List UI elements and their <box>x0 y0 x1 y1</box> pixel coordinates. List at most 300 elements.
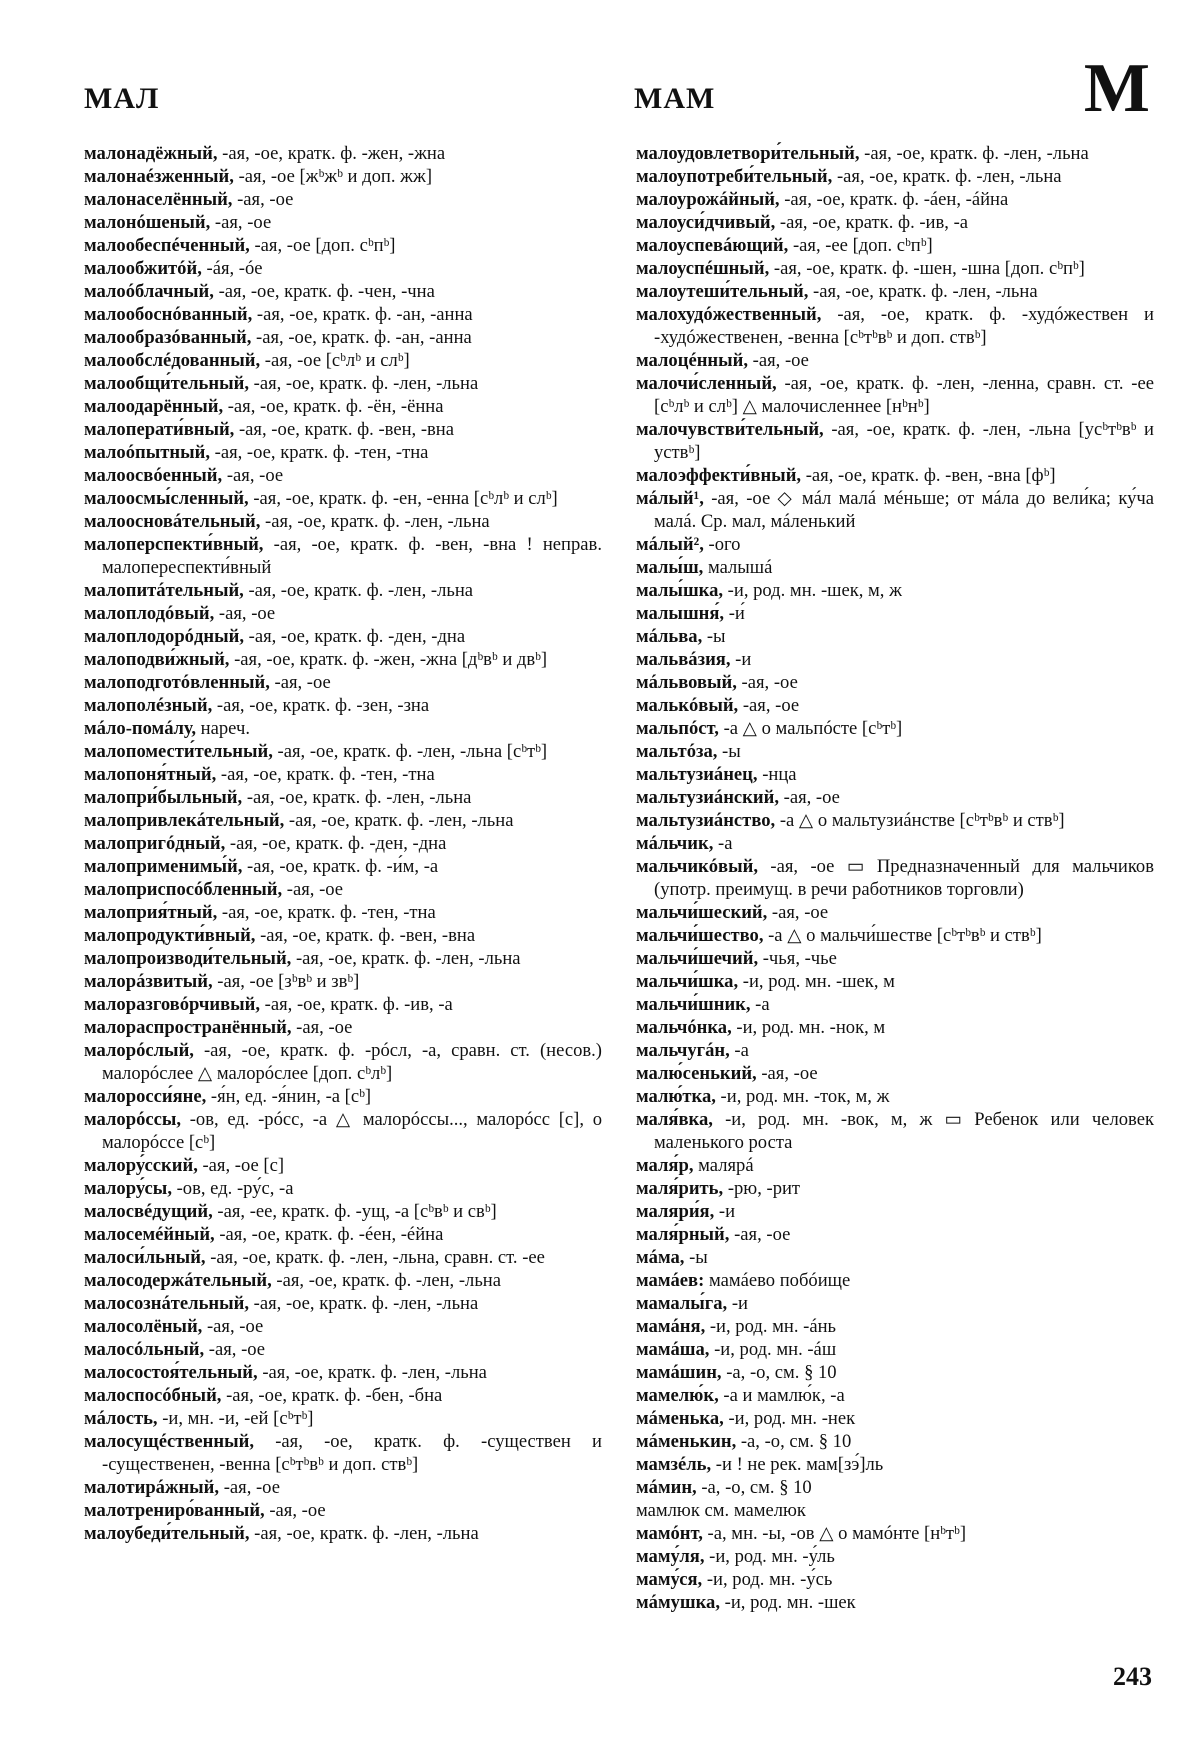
dictionary-entry <box>84 165 602 188</box>
entry-headword: маляри́я, <box>636 1201 715 1222</box>
dictionary-entry <box>84 1407 602 1430</box>
dictionary-entry <box>636 418 1154 464</box>
entry-definition: -ая, -ое, кратк. ф. -лен, -льна [усᵇтᵇвᵇ и уствᵇ] <box>654 419 1154 463</box>
entry-headword: малочувстви́тельный, <box>636 419 824 440</box>
entry-headword: малоосмы́сленный, <box>84 488 249 509</box>
entry-headword: малоприменимы́й, <box>84 856 243 877</box>
entry-definition: -и ! не рек. мам[зэ́]ль <box>711 1454 884 1475</box>
entry-definition: -и, мн. -и, -ей [сᵇтᵇ] <box>157 1408 314 1429</box>
entry-headword: мальтóза, <box>636 741 718 762</box>
entry-headword: малопроизводи́тельный, <box>84 948 292 969</box>
dictionary-entry <box>84 1177 602 1200</box>
entry-headword: малоподготóвленный, <box>84 672 270 693</box>
entry-definition: -ая, -ое, кратк. ф. -худóжествен и -худóжественен, -венна [сᵇтᵇвᵇ и доп. ствᵇ] <box>654 304 1154 348</box>
entry-definition: мамлюк см. мамелюк <box>636 1500 806 1521</box>
dictionary-entry <box>84 1154 602 1177</box>
dictionary-entry <box>84 280 602 303</box>
dictionary-entry <box>636 809 1154 832</box>
dictionary-entry <box>636 602 1154 625</box>
dictionary-entry <box>84 855 602 878</box>
dictionary-entry <box>636 1108 1154 1154</box>
dictionary-entry <box>84 303 602 326</box>
entry-definition: -ая, -ое, кратк. ф. -вен, -вна <box>234 419 454 440</box>
entry-definition: мамáево побóище <box>704 1270 851 1291</box>
dictionary-entry <box>84 878 602 901</box>
entry-definition: -я́н, ед. -я́нин, -а [сᵇ] <box>206 1086 372 1107</box>
entry-definition: -ая, -ое <box>282 879 344 900</box>
dictionary-entry <box>636 372 1154 418</box>
entry-headword: малькóвый, <box>636 695 739 716</box>
entry-definition: -и, род. мн. -шек, м <box>738 971 895 992</box>
dictionary-entry <box>636 1407 1154 1430</box>
entry-definition: -а △ о мальтузиáнстве [сᵇтᵇвᵇ и ствᵇ] <box>775 810 1065 831</box>
dictionary-entry <box>636 970 1154 993</box>
entry-headword: мальчи́шество, <box>636 925 764 946</box>
entry-headword: малышня́, <box>636 603 725 624</box>
entry-headword: мáло-помáлу, <box>84 718 197 739</box>
entry-definition: -ая, -ое, кратк. ф. -ен, -енна [сᵇлᵇ и слᵇ] <box>248 488 558 509</box>
dictionary-entry <box>636 556 1154 579</box>
entry-definition: -ы <box>717 741 741 762</box>
entry-headword: малоупотреби́тельный, <box>636 166 833 187</box>
dictionary-entry <box>636 924 1154 947</box>
entry-headword: мáменька, <box>636 1408 724 1429</box>
entry-definition: -ая, -ое, кратк. ф. -лен, -льна <box>260 511 490 532</box>
entry-definition: -ая, -ое, кратк. ф. -лен, -льна <box>271 1270 502 1291</box>
entry-headword: малообеспéченный, <box>84 235 250 256</box>
entry-definition: -ая, -ое <box>210 212 272 233</box>
entry-headword: мамзéль, <box>636 1454 712 1475</box>
entry-headword: малорóссы, <box>84 1109 182 1130</box>
entry-definition: -и, род. мн. -áнь <box>705 1316 837 1337</box>
entry-headword: малоспосóбный, <box>84 1385 222 1406</box>
entry-headword: малопоня́тный, <box>84 764 217 785</box>
entry-headword: мамелю́к, <box>636 1385 719 1406</box>
dictionary-entry <box>84 694 602 717</box>
entry-definition: -ая, -ое [с] <box>197 1155 285 1176</box>
dictionary-entry <box>84 1016 602 1039</box>
dictionary-entry <box>84 786 602 809</box>
entry-definition: -ая, -ое, кратк. ф. -лен, -льна <box>248 373 479 394</box>
dictionary-entry <box>84 372 602 395</box>
entry-headword: малоурожáйный, <box>636 189 780 210</box>
entry-headword: малоодарённый, <box>84 396 224 417</box>
entry-headword: малоосновáтельный, <box>84 511 261 532</box>
dictionary-entry <box>84 1361 602 1384</box>
dictionary-entry <box>84 832 602 855</box>
entry-headword: маля́вка, <box>636 1109 713 1130</box>
entry-headword: малообразóванный, <box>84 327 252 348</box>
dictionary-entry <box>636 1361 1154 1384</box>
dictionary-entry <box>636 188 1154 211</box>
entry-headword: малообслéдованный, <box>84 350 261 371</box>
dictionary-entry <box>636 1223 1154 1246</box>
entry-definition: -а <box>729 1040 749 1061</box>
entry-definition: -а <box>750 994 770 1015</box>
entry-definition: -ая, -ое, кратк. ф. -жен, -жна <box>217 143 446 164</box>
entry-headword: малотрениро́ванный, <box>84 1500 265 1521</box>
entry-definition: -и, род. мн. -вок, м, ж ▭ Ребенок или человек маленького роста <box>654 1109 1154 1153</box>
entry-definition: -и <box>714 1201 736 1222</box>
entry-headword: малоудовлетвори́тельный, <box>636 143 860 164</box>
dictionary-entry <box>84 418 602 441</box>
dictionary-entry <box>636 1246 1154 1269</box>
entry-definition: малярá <box>693 1155 754 1176</box>
entry-definition: -ая, -ое <box>219 1477 280 1498</box>
entry-definition: -ов, ед. -рóсс, -а △ малорóссы..., малорóсс [с], о малорóссе [сᵇ] <box>102 1109 602 1153</box>
dictionary-entry <box>636 1522 1154 1545</box>
entry-definition: -ая, -ое <box>222 465 284 486</box>
entry-definition: -и <box>727 1293 748 1314</box>
entry-headword: малопривлекáтельный, <box>84 810 285 831</box>
entry-definition: -ая, -ее [доп. сᵇпᵇ] <box>788 235 933 256</box>
entry-headword: мамáня, <box>636 1316 706 1337</box>
dictionary-entry <box>84 1315 602 1338</box>
dictionary-entry <box>84 441 602 464</box>
dictionary-entry <box>636 579 1154 602</box>
dictionary-entry <box>84 464 602 487</box>
entry-definition: -ы <box>702 626 726 647</box>
dictionary-entry <box>84 257 602 280</box>
entry-definition: -ая, -ое ◇ мáл малá мéньше; от мáла до вели́ка; ку́ча малá. Ср. мал, мáленький <box>654 488 1154 532</box>
dictionary-entry <box>636 1016 1154 1039</box>
dictionary-entry <box>84 1039 602 1085</box>
entry-headword: малоэффекти́вный, <box>636 465 802 486</box>
entry-definition: -и, род. мн. -шек, м, ж <box>723 580 902 601</box>
entry-definition: -ая, -ое <box>269 672 331 693</box>
dictionary-entry <box>636 648 1154 671</box>
dictionary-entry <box>84 809 602 832</box>
dictionary-entry <box>84 142 602 165</box>
entry-definition: -и, род. мн. -нок, м <box>731 1017 886 1038</box>
dictionary-entry <box>84 901 602 924</box>
dictionary-entry <box>84 1338 602 1361</box>
entry-headword: малораспространённый, <box>84 1017 292 1038</box>
entry-definition: -ая, -ое [зᵇвᵇ и звᵇ] <box>212 971 360 992</box>
dictionary-entry <box>636 1499 1154 1522</box>
entry-headword: мáльвовый, <box>636 672 737 693</box>
entry-definition: -ая, -ое, кратк. ф. -зен, -зна <box>212 695 430 716</box>
dictionary-entry <box>636 257 1154 280</box>
dictionary-entry <box>636 165 1154 188</box>
entry-headword: малосостоя́тельный, <box>84 1362 258 1383</box>
entry-headword: малору́сы, <box>84 1178 172 1199</box>
entry-headword: мальчи́шка, <box>636 971 739 992</box>
dictionary-entry <box>84 924 602 947</box>
entry-headword: малорáзвитый, <box>84 971 213 992</box>
dictionary-entry <box>84 1085 602 1108</box>
entry-definition: -ая, -ое, кратк. ф. -существен и -существенен, -венна [сᵇтᵇвᵇ и доп. ствᵇ] <box>102 1431 602 1475</box>
entry-definition: -ая, -ое, кратк. ф. -ден, -дна <box>225 833 447 854</box>
entry-headword: малосóльный, <box>84 1339 205 1360</box>
entry-headword: малоплодорóдный, <box>84 626 244 647</box>
entry-headword: малору́сский, <box>84 1155 198 1176</box>
section-letter: М <box>1083 50 1150 127</box>
entry-headword: малопитáтельный, <box>84 580 244 601</box>
entry-headword: малоóблачный, <box>84 281 214 302</box>
dictionary-entry <box>84 947 602 970</box>
entry-headword: мáльва, <box>636 626 703 647</box>
dictionary-entry <box>636 1315 1154 1338</box>
dictionary-entry <box>636 349 1154 372</box>
entry-definition: нареч. <box>196 718 250 739</box>
entry-headword: малотирáжный, <box>84 1477 220 1498</box>
dictionary-entry <box>84 1476 602 1499</box>
dictionary-entry <box>84 1430 602 1476</box>
dictionary-entry <box>636 625 1154 648</box>
entry-headword: малоубеди́тельный, <box>84 1523 250 1544</box>
entry-definition: -ов, ед. -ру́с, -а <box>171 1178 294 1199</box>
entry-headword: мальтузиáнский, <box>636 787 779 808</box>
entry-headword: малообщи́тельный, <box>84 373 249 394</box>
entry-definition: -ая, -ое, кратк. ф. -лен, -льна <box>243 580 474 601</box>
dictionary-entry <box>84 1200 602 1223</box>
entry-headword: малоуспéшный, <box>636 258 770 279</box>
entry-definition: -ая, -ое <box>232 189 294 210</box>
entry-headword: малоросси́яне, <box>84 1086 207 1107</box>
entry-definition: -ая, -ое, кратк. ф. -вен, -вна [фᵇ] <box>801 465 1056 486</box>
entry-definition: -ая, -ое, кратк. ф. -бен, -бна <box>221 1385 443 1406</box>
entry-definition: -и <box>730 649 752 670</box>
dictionary-entry <box>636 1430 1154 1453</box>
entry-headword: малоóпытный, <box>84 442 210 463</box>
entry-headword: малосущéственный, <box>84 1431 254 1452</box>
entry-definition: -ая, -ое <box>202 1316 264 1337</box>
left-column <box>84 142 602 1545</box>
entry-headword: мáменькин, <box>636 1431 737 1452</box>
entry-definition: -ая, -ое, кратк. ф. -лен, -льна <box>859 143 1089 164</box>
entry-definition: -ая, -ое, кратк. ф. -вен, -вна <box>255 925 476 946</box>
entry-headword: малоси́льный, <box>84 1247 206 1268</box>
entry-headword: мальчи́шник, <box>636 994 751 1015</box>
dictionary-entry <box>84 188 602 211</box>
dictionary-entry <box>636 1591 1154 1614</box>
entry-definition: -ая, -ое, кратк. ф. -ён, -ённа <box>223 396 444 417</box>
entry-definition: -ая, -ое <box>748 350 809 371</box>
entry-headword: мальтузиáнство, <box>636 810 776 831</box>
dictionary-entry <box>84 1223 602 1246</box>
dictionary-entry <box>636 694 1154 717</box>
entry-headword: малы́шка, <box>636 580 724 601</box>
entry-definition: -и́ <box>724 603 745 624</box>
entry-headword: мамáша, <box>636 1339 710 1360</box>
dictionary-entry <box>84 1246 602 1269</box>
entry-headword: маля́р, <box>636 1155 694 1176</box>
dictionary-entry <box>636 1200 1154 1223</box>
entry-definition: -ая, -ое, кратк. ф. -тен, -тна <box>209 442 429 463</box>
entry-definition: -ая, -ое <box>291 1017 353 1038</box>
entry-headword: малоосвóенный, <box>84 465 223 486</box>
dictionary-entry <box>636 1338 1154 1361</box>
dictionary-entry <box>84 648 602 671</box>
dictionary-entry <box>636 1177 1154 1200</box>
entry-headword: маму́ля, <box>636 1546 705 1567</box>
entry-definition: -ая, -ое [жᵇжᵇ и доп. жж] <box>233 166 433 187</box>
entry-headword: малопомести́тельный, <box>84 741 273 762</box>
entry-definition: -ая, -ое <box>264 1500 326 1521</box>
entry-headword: малосвéдущий, <box>84 1201 213 1222</box>
entry-definition: -ого <box>703 534 741 555</box>
dictionary-entry <box>84 993 602 1016</box>
entry-headword: малосодержáтельный, <box>84 1270 272 1291</box>
entry-definition: -а, мн. -ы, -ов △ о мамóнте [нᵇтᵇ] <box>702 1523 967 1544</box>
dictionary-entry <box>636 993 1154 1016</box>
entry-headword: мáма, <box>636 1247 685 1268</box>
entry-headword: маля́рный, <box>636 1224 730 1245</box>
entry-definition: -ая, -ое <box>729 1224 791 1245</box>
entry-definition: -ая, -ое, кратк. ф. -ив, -а <box>775 212 969 233</box>
entry-headword: мáлость, <box>84 1408 158 1429</box>
dictionary-entry <box>84 211 602 234</box>
dictionary-entry <box>84 970 602 993</box>
entry-headword: малоприя́тный, <box>84 902 218 923</box>
entry-headword: малонаéзженный, <box>84 166 234 187</box>
entry-definition: -ая, -ое, кратк. ф. -ден, -дна <box>243 626 466 647</box>
dictionary-entry <box>636 1545 1154 1568</box>
entry-definition: -ая, -ое, кратк. ф. -лен, -льна [сᵇтᵇ] <box>272 741 548 762</box>
entry-headword: малохудóжественный, <box>636 304 822 325</box>
entry-headword: малочи́сленный, <box>636 373 777 394</box>
entry-definition: -ая, -ое, кратк. ф. -лен, -ленна, сравн. ст. -ее [сᵇлᵇ и слᵇ] △ малочисленнее [нᵇнᵇ] <box>654 373 1154 417</box>
right-guide-word: МАМ <box>634 82 716 115</box>
dictionary-entry <box>636 786 1154 809</box>
entry-definition: -ая, -ое, кратк. ф. -áен, -áйна <box>779 189 1009 210</box>
entry-headword: мамалы́га, <box>636 1293 728 1314</box>
entry-definition: -нца <box>757 764 797 785</box>
entry-headword: малосолёный, <box>84 1316 203 1337</box>
entry-definition: -ы <box>684 1247 708 1268</box>
entry-definition: -ая, -ое <box>736 672 798 693</box>
entry-headword: мальчóнка, <box>636 1017 732 1038</box>
dictionary-entry <box>84 740 602 763</box>
entry-headword: малопри́быльный, <box>84 787 243 808</box>
entry-definition: -ая, -ее, кратк. ф. -ущ, -а [сᵇвᵇ и свᵇ] <box>212 1201 497 1222</box>
entry-headword: малополéзный, <box>84 695 213 716</box>
entry-definition: -ая, -ое, кратк. ф. -лен, -льна <box>257 1362 487 1383</box>
entry-headword: мальвáзия, <box>636 649 731 670</box>
entry-definition: -а и мамлю́к, -а <box>718 1385 845 1406</box>
entry-headword: мáмин, <box>636 1477 697 1498</box>
dictionary-entry <box>84 234 602 257</box>
dictionary-entry <box>636 211 1154 234</box>
dictionary-entry <box>636 947 1154 970</box>
entry-headword: малонаселённый, <box>84 189 233 210</box>
entry-headword: малоперати́вный, <box>84 419 235 440</box>
entry-headword: мамáшин, <box>636 1362 722 1383</box>
dictionary-entry <box>84 349 602 372</box>
dictionary-entry <box>636 234 1154 257</box>
dictionary-entry <box>636 671 1154 694</box>
dictionary-entry <box>636 717 1154 740</box>
dictionary-entry <box>84 671 602 694</box>
entry-definition: -ая, -ое, кратк. ф. -чен, -чна <box>213 281 435 302</box>
dictionary-entry <box>84 1384 602 1407</box>
dictionary-entry <box>636 763 1154 786</box>
dictionary-entry <box>84 1292 602 1315</box>
page-number: 243 <box>1113 1662 1152 1691</box>
entry-headword: мальчугáн, <box>636 1040 730 1061</box>
dictionary-entry <box>84 533 602 579</box>
entry-definition: -ая, -ое [сᵇлᵇ и слᵇ] <box>260 350 410 371</box>
entry-definition: -ая, -ое, кратк. ф. -лен, -льна <box>249 1293 479 1314</box>
entry-headword: мальчикóвый, <box>636 856 758 877</box>
entry-headword: малоперспекти́вный, <box>84 534 264 555</box>
entry-headword: малоуспевáющий, <box>636 235 789 256</box>
dictionary-entry <box>636 1154 1154 1177</box>
entry-definition: -ая, -ое, кратк. ф. -жен, -жна [дᵇвᵇ и двᵇ] <box>229 649 548 670</box>
entry-definition: -ая, -ое <box>738 695 800 716</box>
dictionary-entry <box>84 1269 602 1292</box>
entry-definition: -рю, -рит <box>723 1178 801 1199</box>
entry-definition: -ая, -ое, кратк. ф. -лен, -льна <box>808 281 1038 302</box>
entry-definition: -и, род. мн. -ток, м, ж <box>715 1086 890 1107</box>
dictionary-entry <box>636 1292 1154 1315</box>
entry-definition: -ая, -ое, кратк. ф. -лен, -льна <box>249 1523 479 1544</box>
dictionary-entry <box>84 763 602 786</box>
entry-definition: -а <box>713 833 733 854</box>
entry-definition: -ая, -ое, кратк. ф. -лен, -льна <box>291 948 521 969</box>
entry-definition: -ая, -ое <box>756 1063 818 1084</box>
entry-definition: -ая, -ое, кратк. ф. -лен, -льна <box>832 166 1062 187</box>
entry-definition: -и, род. мн. -áш <box>709 1339 837 1360</box>
entry-headword: малоцéнный, <box>636 350 748 371</box>
right-column <box>636 142 1154 1614</box>
entry-headword: малонóшеный, <box>84 212 211 233</box>
left-guide-word: МАЛ <box>84 82 160 115</box>
entry-headword: малорóслый, <box>84 1040 194 1061</box>
entry-definition: -ая, -ое, кратк. ф. -ив, -а <box>260 994 453 1015</box>
entry-definition: -ая, -ое <box>214 603 276 624</box>
dictionary-entry <box>636 1384 1154 1407</box>
entry-headword: малонадёжный, <box>84 143 218 164</box>
entry-definition: -ая, -ое, кратк. ф. -тен, -тна <box>217 902 436 923</box>
entry-definition: -а, -о, см. § 10 <box>736 1431 852 1452</box>
entry-definition: -ая, -ое <box>767 902 829 923</box>
entry-headword: мальпóст, <box>636 718 719 739</box>
dictionary-entry <box>84 579 602 602</box>
entry-headword: малю́тка, <box>636 1086 716 1107</box>
entry-headword: малопригóдный, <box>84 833 226 854</box>
entry-definition: -и, род. мн. -нек <box>723 1408 856 1429</box>
entry-definition: -и, род. мн. -у́сь <box>702 1569 833 1590</box>
entry-headword: маму́ся, <box>636 1569 703 1590</box>
dictionary-entry <box>636 1453 1154 1476</box>
entry-definition: -ая, -ое, кратк. ф. -рóсл, -а, сравн. ст. (несов.) малорóслее △ малорóслее [доп. сᵇлᵇ] <box>102 1040 602 1084</box>
entry-headword: малосознáтельный, <box>84 1293 250 1314</box>
entry-headword: мáлый², <box>636 534 704 555</box>
entry-headword: малосемéйный, <box>84 1224 215 1245</box>
entry-headword: малоподви́жный, <box>84 649 230 670</box>
entry-definition: -ая, -ое <box>778 787 840 808</box>
dictionary-entry <box>636 1476 1154 1499</box>
entry-definition: -и, род. мн. -у́ль <box>704 1546 835 1567</box>
dictionary-entry <box>636 303 1154 349</box>
entry-definition: -ая, -ое <box>204 1339 266 1360</box>
entry-headword: мáльчик, <box>636 833 714 854</box>
entry-definition: -ая, -ое, кратк. ф. -лен, -льна <box>284 810 514 831</box>
entry-headword: малопродукти́вный, <box>84 925 256 946</box>
entry-headword: малоприспосóбленный, <box>84 879 283 900</box>
entry-headword: мáмушка, <box>636 1592 720 1613</box>
dictionary-entry <box>84 487 602 510</box>
entry-headword: малю́сенький, <box>636 1063 757 1084</box>
dictionary-entry <box>636 1085 1154 1108</box>
entry-headword: мальчи́шечий, <box>636 948 759 969</box>
dictionary-entry <box>84 395 602 418</box>
entry-headword: малообжитóй, <box>84 258 202 279</box>
entry-definition: -ая, -ое, кратк. ф. -лен, -льна <box>242 787 472 808</box>
entry-definition: -ая, -ое, кратк. ф. -тен, -тна <box>216 764 435 785</box>
